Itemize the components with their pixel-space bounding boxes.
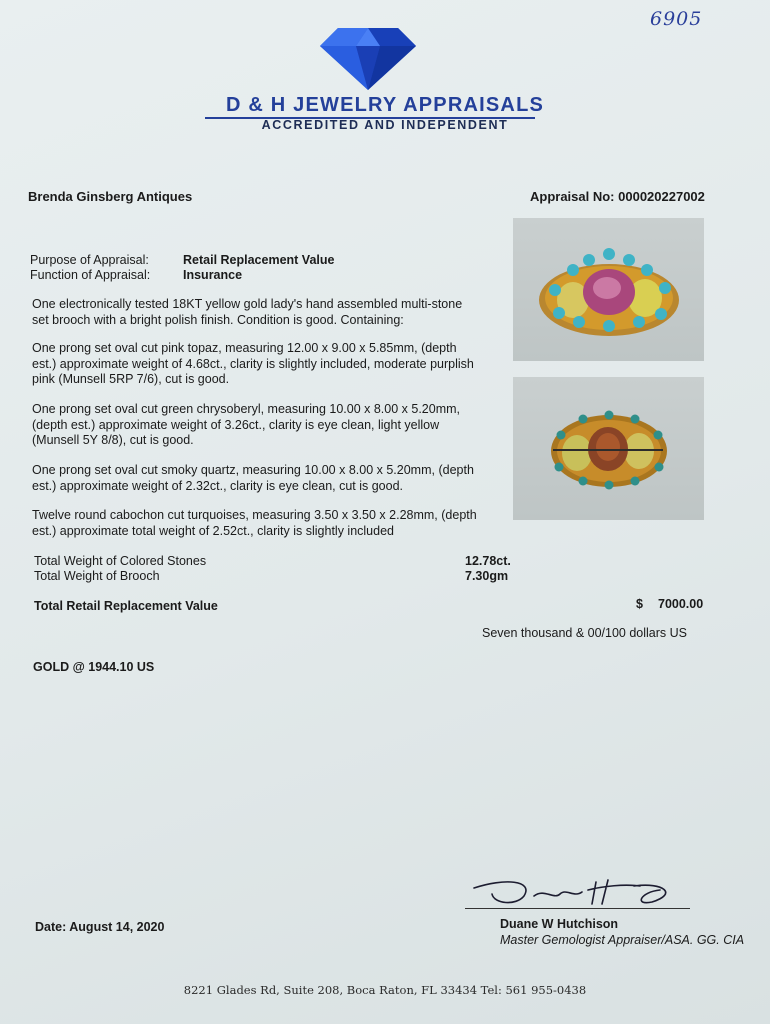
diamond-logo-icon <box>320 28 416 90</box>
turquoise-description: Twelve round cabochon cut turquoises, measuring 3.50 x 3.50 x 2.28mm, (depth est.) approximate total weight of 2.52ct., clarity is slightly included <box>32 508 477 538</box>
footer-address: 8221 Glades Rd, Suite 208, Boca Raton, FL 33434 Tel: 561 955-0438 <box>183 983 587 997</box>
appraiser-title: Master Gemologist Appraiser/ASA. GG. CIA <box>500 933 745 947</box>
handwritten-file-number: 6905 <box>650 8 703 30</box>
client-name: Brenda Ginsberg Antiques <box>28 189 193 204</box>
appraiser-name: Duane W Hutchison <box>500 917 619 931</box>
brooch-weight-value: 7.30gm <box>465 569 509 583</box>
gold-price: GOLD @ 1944.10 US <box>33 660 155 674</box>
pink-topaz-description: One prong set oval cut pink topaz, measuring 12.00 x 9.00 x 5.85mm, (depth est.) approximate weight of 4.68ct., clarity is slightly included, moderate purplish pink (Munsell 5RP 7/6), cut is good. <box>32 341 474 386</box>
company-tagline: ACCREDITED AND INDEPENDENT <box>261 118 509 132</box>
brooch-back-photo <box>513 377 704 520</box>
brooch-weight-label: Total Weight of Brooch <box>34 569 160 583</box>
retail-amount: 7000.00 <box>658 597 704 611</box>
amount-in-words: Seven thousand & 00/100 dollars US <box>482 626 687 640</box>
signature-line <box>465 908 690 909</box>
purpose-label: Purpose of Appraisal: <box>30 253 149 267</box>
retail-currency: $ <box>636 597 643 611</box>
brooch-front-photo <box>513 218 704 361</box>
colored-stones-weight-label: Total Weight of Colored Stones <box>34 554 207 568</box>
appraisal-date: Date: August 14, 2020 <box>35 920 165 934</box>
chrysoberyl-description: One prong set oval cut green chrysoberyl, measuring 10.00 x 8.00 x 5.20mm, (depth est.) approximate weight of 3.26ct., clarity is eye clean, light yellow (Munsell 5Y 8/8), cut is good. <box>32 402 461 447</box>
retail-value-label: Total Retail Replacement Value <box>34 599 218 613</box>
function-label: Function of Appraisal: <box>30 268 151 282</box>
purpose-value: Retail Replacement Value <box>183 253 335 267</box>
appraisal-number: Appraisal No: 000020227002 <box>530 189 705 204</box>
brooch-description: One electronically tested 18KT yellow gold lady's hand assembled multi-stone set brooch with a bright polish finish. Condition is good. Containing: <box>32 297 463 327</box>
colored-stones-weight-value: 12.78ct. <box>465 554 511 568</box>
smoky-quartz-description: One prong set oval cut smoky quartz, measuring 10.00 x 8.00 x 5.20mm, (depth est.) approximate weight of 2.32ct., clarity is eye clean, cut is good. <box>32 463 474 493</box>
brooch-back-image <box>513 377 704 520</box>
brooch-front-image <box>513 218 704 361</box>
function-value: Insurance <box>183 268 243 282</box>
company-name: D & H JEWELRY APPRAISALS <box>225 94 545 116</box>
